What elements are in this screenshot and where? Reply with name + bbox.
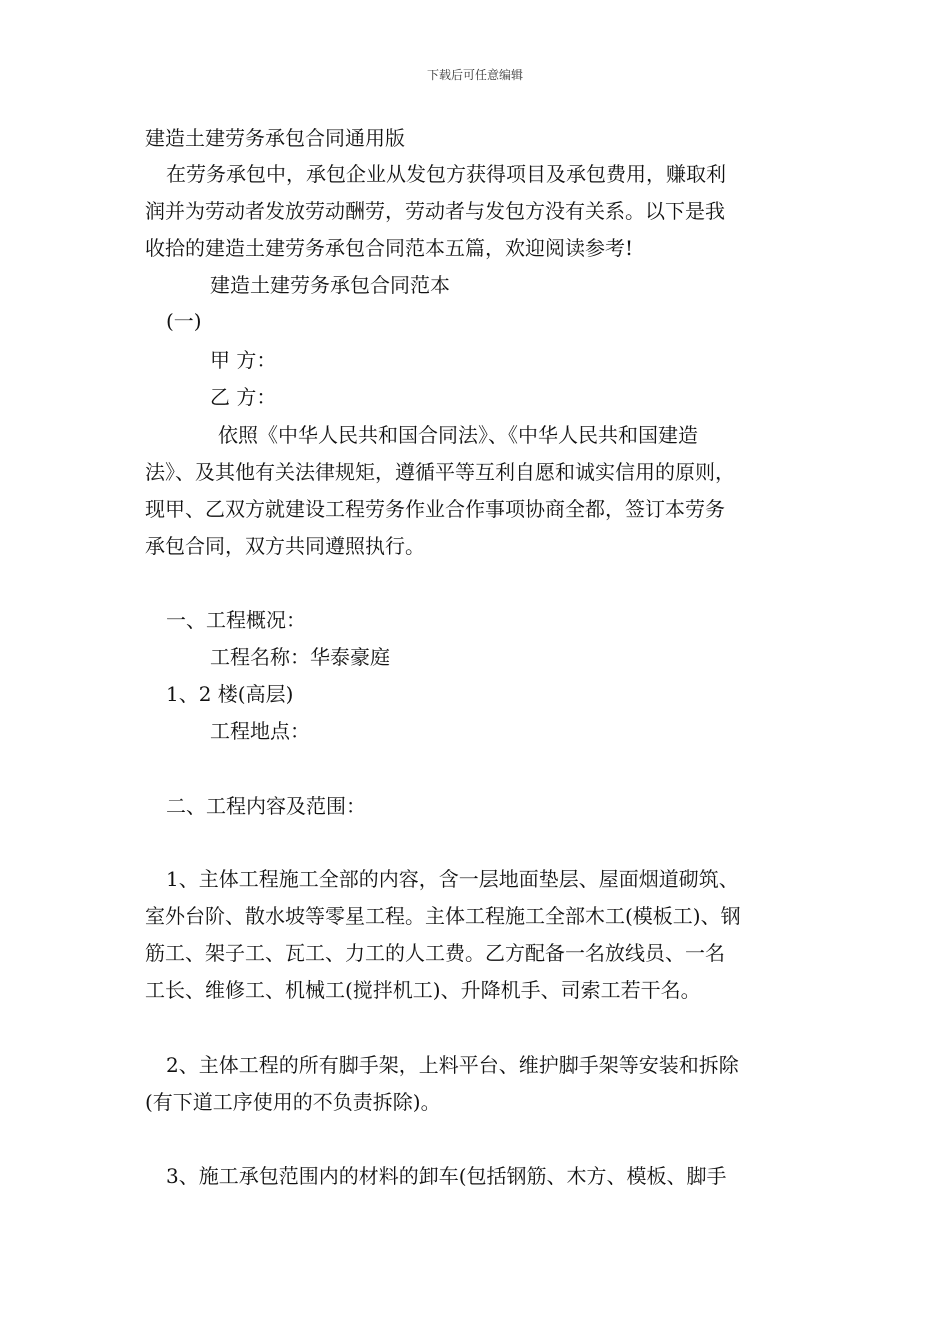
project-name: 工程名称：华泰豪庭: [210, 645, 390, 669]
project-location: 工程地点：: [210, 719, 310, 743]
paragraph-line: 润并为劳动者发放劳动酬劳，劳动者与发包方没有关系。以下是我: [145, 199, 725, 223]
paragraph-line: 1、主体工程施工全部的内容，含一层地面垫层、屋面烟道砌筑、: [166, 867, 739, 891]
clause-heading: 一、工程概况：: [166, 608, 306, 632]
party-a-label: 甲 方：: [210, 348, 277, 372]
paragraph-line: 3、施工承包范围内的材料的卸车(包括钢筋、木方、模板、脚手: [166, 1164, 727, 1188]
section-heading: 建造土建劳务承包合同范本: [210, 273, 450, 297]
paragraph-line: 筋工、架子工、瓦工、力工的人工费。乙方配备一名放线员、一名: [145, 941, 725, 965]
paragraph-line: 室外台阶、散水坡等零星工程。主体工程施工全部木工(模板工)、钢: [145, 904, 741, 928]
paragraph-line: 工长、维修工、机械工(搅拌机工)、升降机手、司索工若干名。: [145, 978, 701, 1002]
paragraph-line: 依照《中华人民共和国合同法》、《中华人民共和国建造: [218, 423, 698, 447]
paragraph-line: 收拾的建造土建劳务承包合同范本五篇，欢迎阅读参考!: [145, 236, 634, 260]
clause-heading: 二、工程内容及范围：: [166, 794, 366, 818]
paragraph-line: 现甲、乙双方就建设工程劳务作业合作事项协商全都，签订本劳务: [145, 497, 725, 521]
paragraph-line: 2、主体工程的所有脚手架，上料平台、维护脚手架等安装和拆除: [166, 1053, 739, 1077]
paragraph-line: (有下道工序使用的不负责拆除)。: [145, 1090, 441, 1114]
document-title: 建造土建劳务承包合同通用版: [145, 126, 405, 150]
paragraph-line: 承包合同，双方共同遵照执行。: [145, 534, 425, 558]
project-building: 1、2 楼(高层): [166, 682, 294, 706]
page-header-note: 下载后可任意编辑: [426, 68, 523, 82]
party-b-label: 乙 方：: [210, 385, 277, 409]
paragraph-line: 法》、及其他有关法律规矩，遵循平等互利自愿和诚实信用的原则，: [145, 460, 735, 484]
section-number: (一): [166, 309, 202, 333]
paragraph-line: 在劳务承包中，承包企业从发包方获得项目及承包费用，赚取利: [166, 162, 726, 186]
